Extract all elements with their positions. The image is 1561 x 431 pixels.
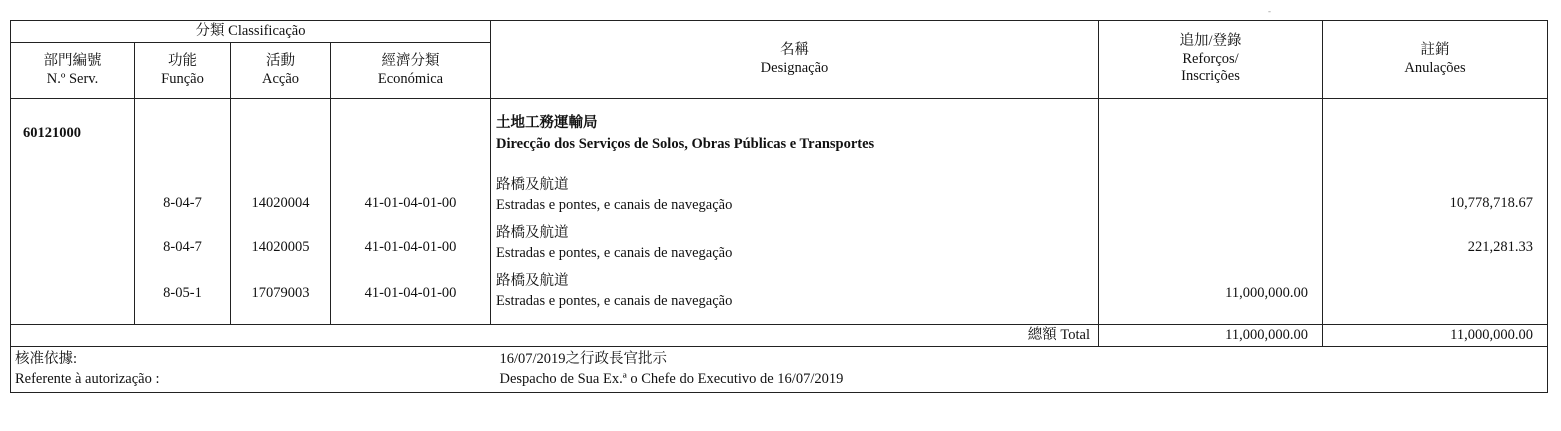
anulacoes-header: 註銷 Anulações: [1323, 21, 1548, 99]
page-mark: -: [1268, 6, 1271, 16]
classification-header: 分類 Classificação: [11, 21, 491, 43]
authorization-row: [11, 347, 1548, 393]
department-name: 土地工務運輸局 Direcção dos Serviços de Solos, Obras Públicas e Transportes: [491, 99, 1099, 177]
department-code: 60121000: [11, 99, 135, 177]
total-reforcos: 11,000,000.00: [1099, 325, 1323, 347]
department-row: [11, 99, 1548, 177]
total-label: 總額 Total: [11, 325, 1099, 347]
table-row: 8-04-7 14020005 41-01-04-01-00 路橋及航道 Estradas e pontes, e canais de navegação 221,281.33: [11, 225, 1548, 273]
table-row: 8-04-7 14020004 41-01-04-01-00 路橋及航道 Estradas e pontes, e canais de navegação 10,778,718.67: [11, 177, 1548, 225]
economica-header: 經濟分類 Económica: [331, 43, 491, 99]
funcao-header: 功能 Função: [135, 43, 231, 99]
row-description: 路橋及航道 Estradas e pontes, e canais de navegação: [491, 177, 1099, 225]
header-row-1: [11, 21, 1548, 43]
designation-header: 名稱 Designação: [491, 21, 1099, 99]
total-anulacoes: 11,000,000.00: [1323, 325, 1548, 347]
authorization-label: 核准依據: Referente à autorização :: [11, 347, 491, 393]
row-description: 路橋及航道 Estradas e pontes, e canais de navegação: [491, 225, 1099, 273]
accao-header: 活動 Acção: [231, 43, 331, 99]
reforcos-header: 追加/登錄 Reforços/ Inscrições: [1099, 21, 1323, 99]
table-row: 8-05-1 17079003 41-01-04-01-00 路橋及航道 Estradas e pontes, e canais de navegação 11,000,000.00: [11, 273, 1548, 325]
total-row: [11, 325, 1548, 347]
serv-header: 部門編號 N.º Serv.: [11, 43, 135, 99]
row-description: 路橋及航道 Estradas e pontes, e canais de navegação: [491, 273, 1099, 325]
authorization-text: 16/07/2019之行政長官批示 Despacho de Sua Ex.ª o Chefe do Executivo de 16/07/2019: [491, 347, 1548, 393]
budget-table: [10, 20, 1548, 393]
